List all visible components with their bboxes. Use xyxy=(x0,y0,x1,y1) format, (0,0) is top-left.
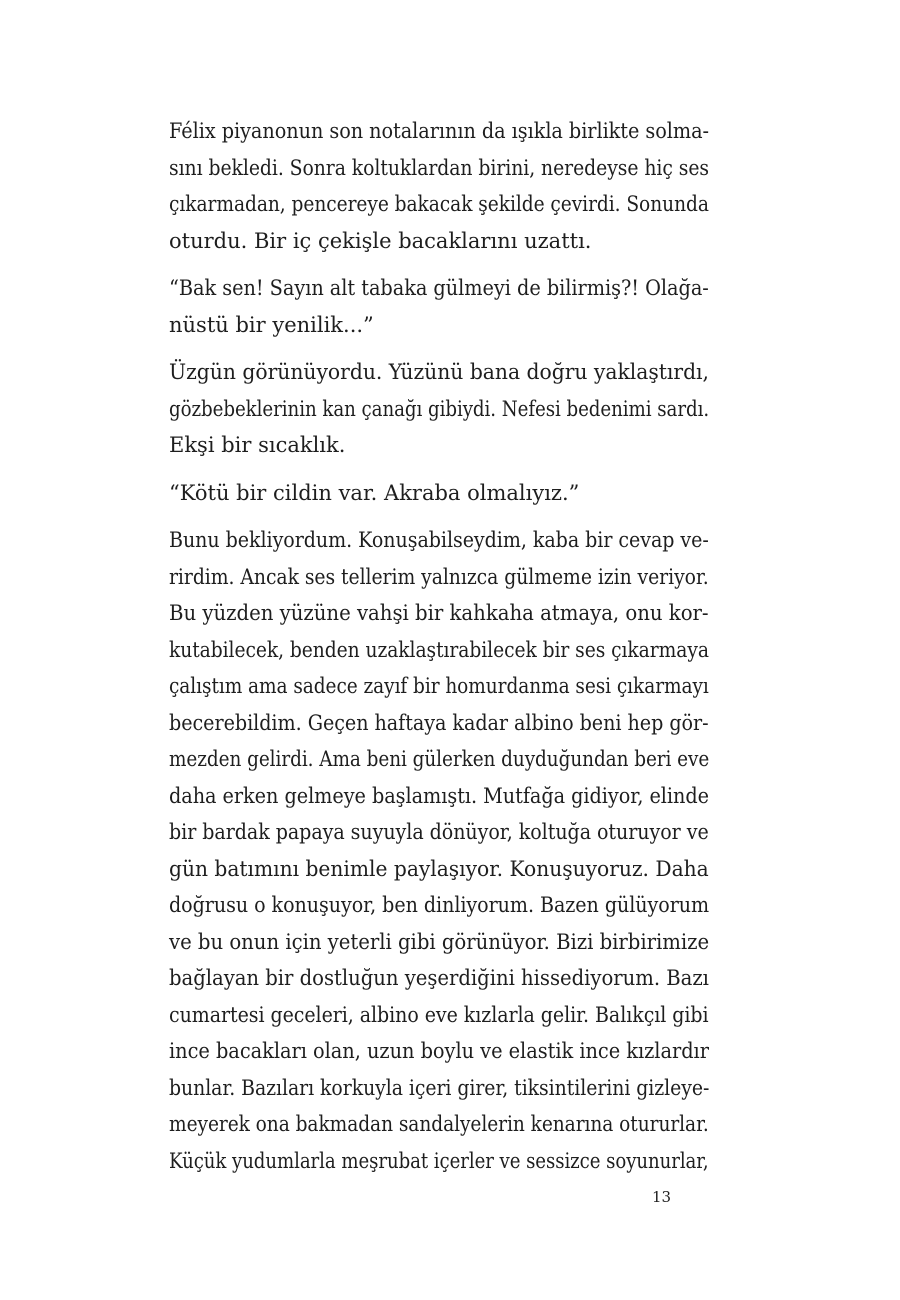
text-line: bunlar. Bazıları korkuyla içeri girer, tiksintilerini gizleye- xyxy=(169,1075,710,1100)
text-line: cumartesi geceleri, albino eve kızlarla gelir. Balıkçıl gibi xyxy=(169,1002,709,1027)
text-line: oturdu. Bir iç çekişle bacaklarını uzattı. xyxy=(169,228,592,253)
paragraph-1 xyxy=(169,113,709,259)
page-number: 13 xyxy=(652,1188,672,1206)
text-line: ince bacakları olan, uzun boylu ve elastik ince kızlardır xyxy=(169,1039,709,1063)
body-text xyxy=(169,113,709,1190)
text-line: ve bu onun için yeterli gibi görünüyor. Bizi birbirimize xyxy=(169,929,710,954)
text-line: daha erken gelmeye başlamıştı. Mutfağa gidiyor, elinde xyxy=(169,783,709,808)
text-line: doğrusu o konuşuyor, ben dinliyorum. Bazen gülüyorum xyxy=(169,893,710,917)
text-line: Bunu bekliyordum. Konuşabilseydim, kaba bir cevap ve- xyxy=(169,528,709,552)
text-line: çıkarmadan, pencereye bakacak şekilde çevirdi. Sonunda xyxy=(169,192,709,216)
text-line: Üzgün görünüyordu. Yüzünü bana doğru yaklaştırdı, xyxy=(169,360,709,384)
paragraph-3 xyxy=(169,354,709,464)
text-line: mezden gelirdi. Ama beni gülerken duyduğundan beri eve xyxy=(169,747,710,771)
text-line: “Kötü bir cildin var. Akraba olmalıyız.” xyxy=(169,480,580,505)
text-line: Küçük yudumlarla meşrubat içerler ve sessizce soyunurlar, xyxy=(169,1148,709,1173)
text-line: sını bekledi. Sonra koltuklardan birini, neredeyse hiç ses xyxy=(169,155,710,180)
text-line: Félix piyanonun son notalarının da ışıkla birlikte solma- xyxy=(169,119,709,143)
text-line: gün batımını benimle paylaşıyor. Konuşuyoruz. Daha xyxy=(169,856,709,881)
text-line: bağlayan bir dostluğun yeşerdiğini hissediyorum. Bazı xyxy=(169,966,709,990)
paragraph-5 xyxy=(169,522,709,1179)
text-line: nüstü bir yenilik...” xyxy=(169,312,374,337)
text-line: bir bardak papaya suyuyla dönüyor, koltuğa oturuyor ve xyxy=(169,820,709,844)
text-line: gözbebeklerinin kan çanağı gibiydi. Nefesi bedenimi sardı. xyxy=(169,396,710,421)
paragraph-4 xyxy=(169,475,709,512)
text-line: çalıştım ama sadece zayıf bir homurdanma sesi çıkarmayı xyxy=(169,674,709,698)
text-line: “Bak sen! Sayın alt tabaka gülmeyi de bilirmiş?! Olağa- xyxy=(169,276,709,300)
paragraph-2 xyxy=(169,270,709,343)
text-line: meyerek ona bakmadan sandalyelerin kenarına otururlar. xyxy=(169,1112,709,1136)
text-line: Bu yüzden yüzüne vahşi bir kahkaha atmaya, onu kor- xyxy=(169,601,709,625)
text-line: kutabilecek, benden uzaklaştırabilecek bir ses çıkarmaya xyxy=(169,637,709,662)
text-line: rirdim. Ancak ses tellerim yalnızca gülmeme izin veriyor. xyxy=(169,564,709,589)
text-line: Ekşi bir sıcaklık. xyxy=(169,433,346,457)
text-line: becerebildim. Geçen haftaya kadar albino beni hep gör- xyxy=(169,710,709,735)
